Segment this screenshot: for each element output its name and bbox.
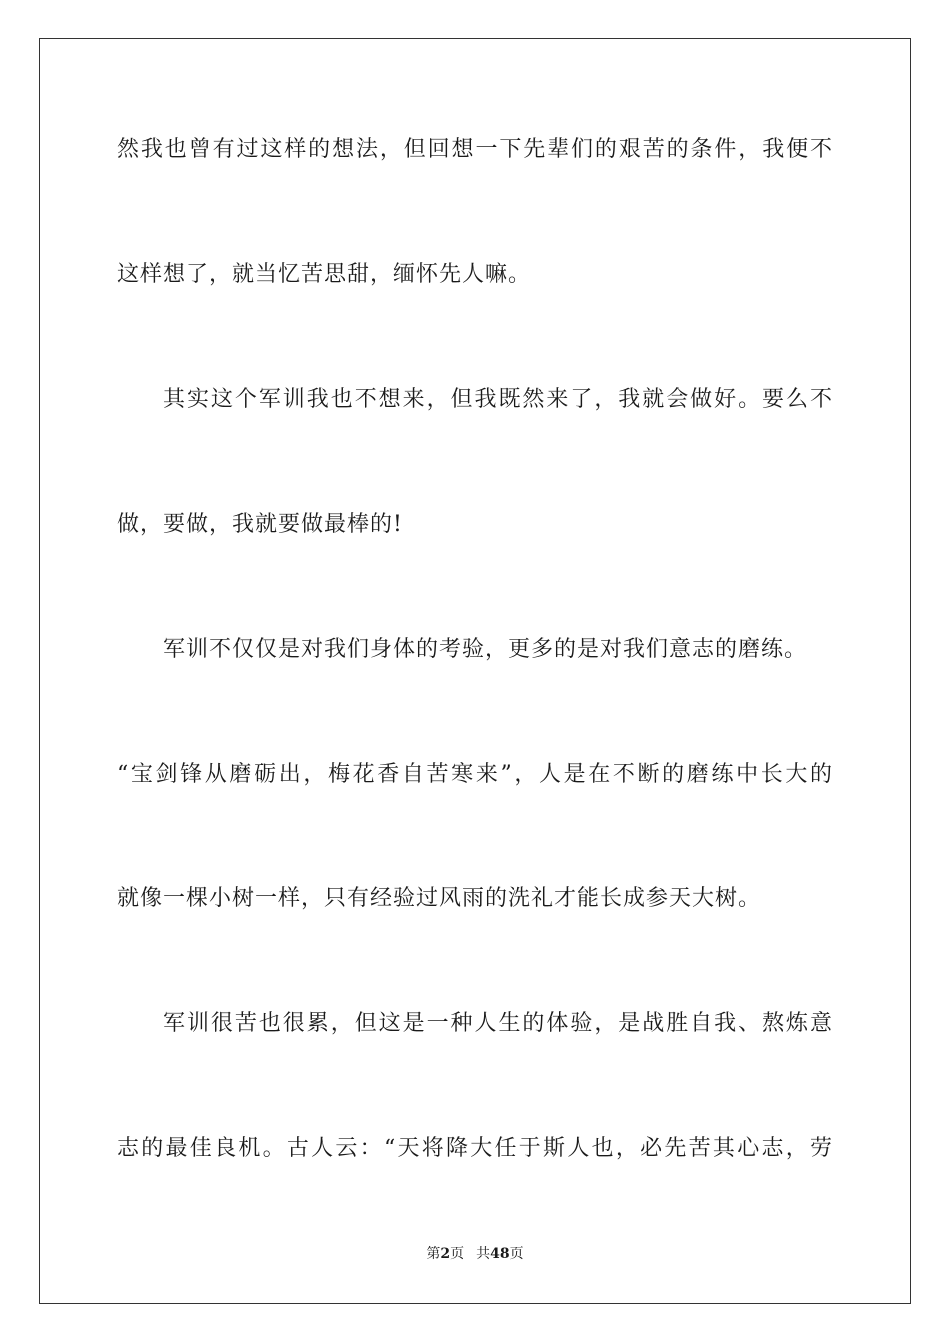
- body-line-2: 这样想了，就当忆苦思甜，缅怀先人嘛。: [117, 262, 532, 287]
- footer-total-suffix: 页: [509, 1246, 524, 1262]
- body-line-8: 军训很苦也很累，但这是一种人生的体验，是战胜自我、熬炼意: [163, 1011, 833, 1036]
- body-line-9: 志的最佳良机。古人云：“天将降大任于斯人也，必先苦其心志，劳: [117, 1136, 833, 1161]
- body-line-6: “宝剑锋从磨砺出，梅花香自苦寒来”，人是在不断的磨练中长大的: [117, 762, 833, 787]
- body-line-3: 其实这个军训我也不想来，但我既然来了，我就会做好。要么不: [163, 387, 833, 412]
- footer-total-prefix: 共: [476, 1246, 491, 1262]
- footer-page-suffix: 页: [450, 1246, 465, 1262]
- body-line-1: 然我也曾有过这样的想法，但回想一下先辈们的艰苦的条件，我便不: [117, 137, 833, 162]
- body-line-4: 做，要做，我就要做最棒的!: [117, 512, 403, 537]
- page-footer: [0, 1244, 950, 1264]
- body-line-5: 军训不仅仅是对我们身体的考验，更多的是对我们意志的磨练。: [163, 637, 808, 662]
- footer-page-number: 2: [440, 1246, 451, 1262]
- body-line-7: 就像一棵小树一样，只有经验过风雨的洗礼才能长成参天大树。: [117, 886, 762, 911]
- page-border: [39, 38, 911, 1304]
- footer-total-pages: 48: [490, 1246, 510, 1262]
- footer-page-prefix: 第: [426, 1246, 441, 1262]
